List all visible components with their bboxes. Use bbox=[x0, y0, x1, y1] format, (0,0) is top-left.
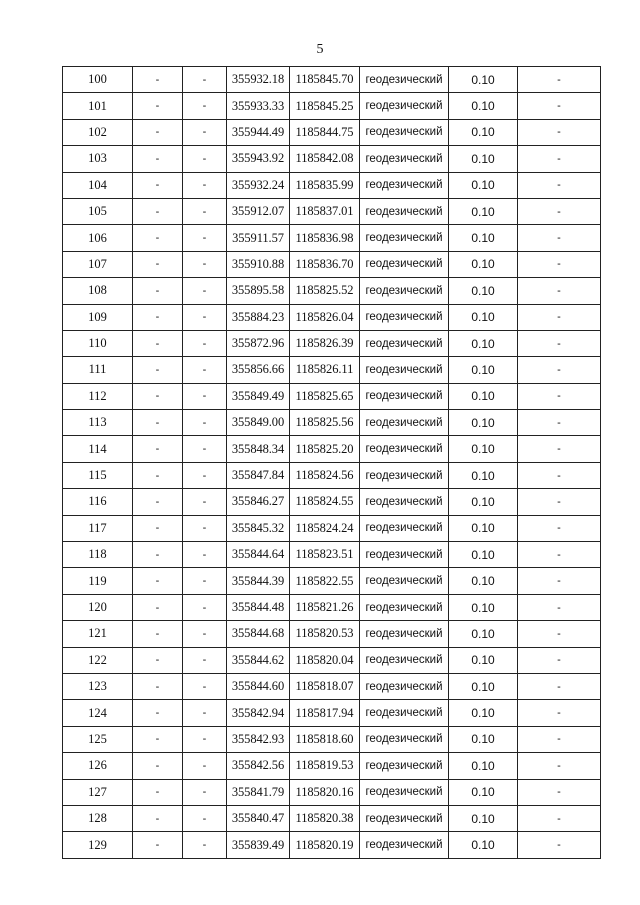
y-coordinate-cell: 1185826.04 bbox=[290, 304, 360, 330]
x-coordinate-cell: 355848.34 bbox=[227, 436, 290, 462]
dash-cell: - bbox=[133, 225, 183, 251]
x-coordinate-cell: 355912.07 bbox=[227, 198, 290, 224]
y-coordinate-cell: 1185820.19 bbox=[290, 832, 360, 858]
y-coordinate-cell: 1185845.25 bbox=[290, 93, 360, 119]
point-number-cell: 100 bbox=[63, 67, 133, 93]
table-row bbox=[63, 726, 601, 752]
dash-cell: - bbox=[518, 93, 601, 119]
point-number-cell: 121 bbox=[63, 621, 133, 647]
dash-cell: - bbox=[518, 753, 601, 779]
x-coordinate-cell: 355872.96 bbox=[227, 330, 290, 356]
dash-cell: - bbox=[133, 726, 183, 752]
dash-cell: - bbox=[183, 436, 227, 462]
method-cell: геодезический bbox=[360, 753, 449, 779]
accuracy-cell: 0.10 bbox=[449, 251, 518, 277]
dash-cell: - bbox=[133, 568, 183, 594]
dash-cell: - bbox=[518, 542, 601, 568]
accuracy-cell: 0.10 bbox=[449, 542, 518, 568]
point-number-cell: 101 bbox=[63, 93, 133, 119]
y-coordinate-cell: 1185826.39 bbox=[290, 330, 360, 356]
dash-cell: - bbox=[518, 172, 601, 198]
table-row bbox=[63, 172, 601, 198]
table-row bbox=[63, 119, 601, 145]
method-cell: геодезический bbox=[360, 515, 449, 541]
accuracy-cell: 0.10 bbox=[449, 304, 518, 330]
dash-cell: - bbox=[518, 278, 601, 304]
y-coordinate-cell: 1185836.70 bbox=[290, 251, 360, 277]
dash-cell: - bbox=[518, 700, 601, 726]
table-row bbox=[63, 304, 601, 330]
dash-cell: - bbox=[518, 436, 601, 462]
accuracy-cell: 0.10 bbox=[449, 198, 518, 224]
method-cell: геодезический bbox=[360, 67, 449, 93]
x-coordinate-cell: 355844.48 bbox=[227, 594, 290, 620]
table-row bbox=[63, 753, 601, 779]
table-row bbox=[63, 594, 601, 620]
dash-cell: - bbox=[133, 753, 183, 779]
point-number-cell: 106 bbox=[63, 225, 133, 251]
y-coordinate-cell: 1185835.99 bbox=[290, 172, 360, 198]
accuracy-cell: 0.10 bbox=[449, 462, 518, 488]
method-cell: геодезический bbox=[360, 119, 449, 145]
dash-cell: - bbox=[183, 278, 227, 304]
dash-cell: - bbox=[183, 357, 227, 383]
point-number-cell: 126 bbox=[63, 753, 133, 779]
dash-cell: - bbox=[518, 146, 601, 172]
x-coordinate-cell: 355847.84 bbox=[227, 462, 290, 488]
y-coordinate-cell: 1185820.16 bbox=[290, 779, 360, 805]
y-coordinate-cell: 1185845.70 bbox=[290, 67, 360, 93]
table-row bbox=[63, 779, 601, 805]
y-coordinate-cell: 1185826.11 bbox=[290, 357, 360, 383]
point-number-cell: 104 bbox=[63, 172, 133, 198]
table-row bbox=[63, 462, 601, 488]
dash-cell: - bbox=[133, 647, 183, 673]
dash-cell: - bbox=[183, 304, 227, 330]
accuracy-cell: 0.10 bbox=[449, 621, 518, 647]
table-row bbox=[63, 673, 601, 699]
point-number-cell: 102 bbox=[63, 119, 133, 145]
dash-cell: - bbox=[133, 673, 183, 699]
method-cell: геодезический bbox=[360, 462, 449, 488]
y-coordinate-cell: 1185818.60 bbox=[290, 726, 360, 752]
table-row bbox=[63, 278, 601, 304]
accuracy-cell: 0.10 bbox=[449, 647, 518, 673]
dash-cell: - bbox=[133, 515, 183, 541]
accuracy-cell: 0.10 bbox=[449, 119, 518, 145]
y-coordinate-cell: 1185820.04 bbox=[290, 647, 360, 673]
table-row bbox=[63, 67, 601, 93]
method-cell: геодезический bbox=[360, 225, 449, 251]
point-number-cell: 109 bbox=[63, 304, 133, 330]
page-number: 5 bbox=[316, 42, 324, 57]
dash-cell: - bbox=[183, 700, 227, 726]
dash-cell: - bbox=[183, 251, 227, 277]
x-coordinate-cell: 355884.23 bbox=[227, 304, 290, 330]
point-number-cell: 128 bbox=[63, 805, 133, 831]
dash-cell: - bbox=[133, 700, 183, 726]
accuracy-cell: 0.10 bbox=[449, 67, 518, 93]
accuracy-cell: 0.10 bbox=[449, 700, 518, 726]
y-coordinate-cell: 1185824.24 bbox=[290, 515, 360, 541]
accuracy-cell: 0.10 bbox=[449, 673, 518, 699]
x-coordinate-cell: 355842.56 bbox=[227, 753, 290, 779]
accuracy-cell: 0.10 bbox=[449, 832, 518, 858]
dash-cell: - bbox=[133, 462, 183, 488]
dash-cell: - bbox=[183, 726, 227, 752]
dash-cell: - bbox=[518, 225, 601, 251]
dash-cell: - bbox=[518, 304, 601, 330]
y-coordinate-cell: 1185836.98 bbox=[290, 225, 360, 251]
y-coordinate-cell: 1185822.55 bbox=[290, 568, 360, 594]
table-row bbox=[63, 700, 601, 726]
dash-cell: - bbox=[518, 119, 601, 145]
method-cell: геодезический bbox=[360, 251, 449, 277]
x-coordinate-cell: 355844.68 bbox=[227, 621, 290, 647]
dash-cell: - bbox=[133, 805, 183, 831]
dash-cell: - bbox=[183, 753, 227, 779]
y-coordinate-cell: 1185820.53 bbox=[290, 621, 360, 647]
x-coordinate-cell: 355849.49 bbox=[227, 383, 290, 409]
x-coordinate-cell: 355842.94 bbox=[227, 700, 290, 726]
method-cell: геодезический bbox=[360, 726, 449, 752]
table-row bbox=[63, 489, 601, 515]
accuracy-cell: 0.10 bbox=[449, 278, 518, 304]
dash-cell: - bbox=[133, 436, 183, 462]
table-row bbox=[63, 357, 601, 383]
y-coordinate-cell: 1185820.38 bbox=[290, 805, 360, 831]
dash-cell: - bbox=[518, 621, 601, 647]
method-cell: геодезический bbox=[360, 832, 449, 858]
table-row bbox=[63, 198, 601, 224]
x-coordinate-cell: 355839.49 bbox=[227, 832, 290, 858]
dash-cell: - bbox=[518, 805, 601, 831]
dash-cell: - bbox=[183, 673, 227, 699]
method-cell: геодезический bbox=[360, 383, 449, 409]
method-cell: геодезический bbox=[360, 330, 449, 356]
dash-cell: - bbox=[183, 568, 227, 594]
dash-cell: - bbox=[518, 489, 601, 515]
dash-cell: - bbox=[133, 67, 183, 93]
dash-cell: - bbox=[183, 621, 227, 647]
y-coordinate-cell: 1185844.75 bbox=[290, 119, 360, 145]
dash-cell: - bbox=[518, 383, 601, 409]
y-coordinate-cell: 1185825.56 bbox=[290, 410, 360, 436]
point-number-cell: 108 bbox=[63, 278, 133, 304]
method-cell: геодезический bbox=[360, 673, 449, 699]
method-cell: геодезический bbox=[360, 304, 449, 330]
method-cell: геодезический bbox=[360, 198, 449, 224]
table-row bbox=[63, 805, 601, 831]
dash-cell: - bbox=[183, 93, 227, 119]
dash-cell: - bbox=[518, 779, 601, 805]
dash-cell: - bbox=[518, 515, 601, 541]
accuracy-cell: 0.10 bbox=[449, 357, 518, 383]
method-cell: геодезический bbox=[360, 489, 449, 515]
point-number-cell: 114 bbox=[63, 436, 133, 462]
y-coordinate-cell: 1185823.51 bbox=[290, 542, 360, 568]
point-number-cell: 118 bbox=[63, 542, 133, 568]
dash-cell: - bbox=[133, 146, 183, 172]
table-row bbox=[63, 225, 601, 251]
dash-cell: - bbox=[183, 832, 227, 858]
dash-cell: - bbox=[518, 410, 601, 436]
dash-cell: - bbox=[518, 673, 601, 699]
dash-cell: - bbox=[133, 383, 183, 409]
x-coordinate-cell: 355844.39 bbox=[227, 568, 290, 594]
dash-cell: - bbox=[133, 172, 183, 198]
accuracy-cell: 0.10 bbox=[449, 436, 518, 462]
table-row bbox=[63, 542, 601, 568]
table-row bbox=[63, 383, 601, 409]
point-number-cell: 122 bbox=[63, 647, 133, 673]
dash-cell: - bbox=[133, 119, 183, 145]
dash-cell: - bbox=[518, 198, 601, 224]
dash-cell: - bbox=[518, 647, 601, 673]
table-row bbox=[63, 515, 601, 541]
point-number-cell: 111 bbox=[63, 357, 133, 383]
accuracy-cell: 0.10 bbox=[449, 753, 518, 779]
dash-cell: - bbox=[518, 330, 601, 356]
x-coordinate-cell: 355849.00 bbox=[227, 410, 290, 436]
dash-cell: - bbox=[518, 357, 601, 383]
y-coordinate-cell: 1185825.52 bbox=[290, 278, 360, 304]
method-cell: геодезический bbox=[360, 436, 449, 462]
dash-cell: - bbox=[183, 647, 227, 673]
y-coordinate-cell: 1185817.94 bbox=[290, 700, 360, 726]
y-coordinate-cell: 1185824.55 bbox=[290, 489, 360, 515]
x-coordinate-cell: 355932.24 bbox=[227, 172, 290, 198]
dash-cell: - bbox=[133, 542, 183, 568]
dash-cell: - bbox=[183, 515, 227, 541]
point-number-cell: 110 bbox=[63, 330, 133, 356]
method-cell: геодезический bbox=[360, 805, 449, 831]
table-row bbox=[63, 832, 601, 858]
y-coordinate-cell: 1185842.08 bbox=[290, 146, 360, 172]
dash-cell: - bbox=[133, 304, 183, 330]
point-number-cell: 105 bbox=[63, 198, 133, 224]
x-coordinate-cell: 355944.49 bbox=[227, 119, 290, 145]
dash-cell: - bbox=[133, 278, 183, 304]
x-coordinate-cell: 355895.58 bbox=[227, 278, 290, 304]
point-number-cell: 119 bbox=[63, 568, 133, 594]
table-row bbox=[63, 251, 601, 277]
table-row bbox=[63, 568, 601, 594]
method-cell: геодезический bbox=[360, 146, 449, 172]
accuracy-cell: 0.10 bbox=[449, 410, 518, 436]
coordinates-table bbox=[62, 66, 601, 859]
table-row bbox=[63, 410, 601, 436]
x-coordinate-cell: 355932.18 bbox=[227, 67, 290, 93]
method-cell: геодезический bbox=[360, 278, 449, 304]
y-coordinate-cell: 1185818.07 bbox=[290, 673, 360, 699]
dash-cell: - bbox=[183, 67, 227, 93]
table-row bbox=[63, 647, 601, 673]
x-coordinate-cell: 355933.33 bbox=[227, 93, 290, 119]
dash-cell: - bbox=[133, 357, 183, 383]
dash-cell: - bbox=[133, 93, 183, 119]
accuracy-cell: 0.10 bbox=[449, 172, 518, 198]
dash-cell: - bbox=[518, 832, 601, 858]
point-number-cell: 113 bbox=[63, 410, 133, 436]
x-coordinate-cell: 355842.93 bbox=[227, 726, 290, 752]
dash-cell: - bbox=[518, 726, 601, 752]
accuracy-cell: 0.10 bbox=[449, 489, 518, 515]
point-number-cell: 129 bbox=[63, 832, 133, 858]
y-coordinate-cell: 1185825.20 bbox=[290, 436, 360, 462]
method-cell: геодезический bbox=[360, 594, 449, 620]
dash-cell: - bbox=[518, 594, 601, 620]
dash-cell: - bbox=[183, 462, 227, 488]
dash-cell: - bbox=[183, 410, 227, 436]
dash-cell: - bbox=[183, 119, 227, 145]
table-body bbox=[63, 67, 601, 859]
y-coordinate-cell: 1185825.65 bbox=[290, 383, 360, 409]
accuracy-cell: 0.10 bbox=[449, 805, 518, 831]
point-number-cell: 107 bbox=[63, 251, 133, 277]
y-coordinate-cell: 1185821.26 bbox=[290, 594, 360, 620]
table-row bbox=[63, 146, 601, 172]
x-coordinate-cell: 355856.66 bbox=[227, 357, 290, 383]
dash-cell: - bbox=[133, 779, 183, 805]
dash-cell: - bbox=[518, 568, 601, 594]
x-coordinate-cell: 355845.32 bbox=[227, 515, 290, 541]
point-number-cell: 123 bbox=[63, 673, 133, 699]
dash-cell: - bbox=[183, 805, 227, 831]
accuracy-cell: 0.10 bbox=[449, 726, 518, 752]
method-cell: геодезический bbox=[360, 172, 449, 198]
dash-cell: - bbox=[183, 198, 227, 224]
accuracy-cell: 0.10 bbox=[449, 515, 518, 541]
method-cell: геодезический bbox=[360, 700, 449, 726]
dash-cell: - bbox=[518, 251, 601, 277]
dash-cell: - bbox=[183, 489, 227, 515]
method-cell: геодезический bbox=[360, 93, 449, 119]
table-row bbox=[63, 621, 601, 647]
method-cell: геодезический bbox=[360, 410, 449, 436]
method-cell: геодезический bbox=[360, 779, 449, 805]
x-coordinate-cell: 355943.92 bbox=[227, 146, 290, 172]
accuracy-cell: 0.10 bbox=[449, 93, 518, 119]
accuracy-cell: 0.10 bbox=[449, 225, 518, 251]
table-row bbox=[63, 436, 601, 462]
dash-cell: - bbox=[518, 67, 601, 93]
x-coordinate-cell: 355841.79 bbox=[227, 779, 290, 805]
y-coordinate-cell: 1185824.56 bbox=[290, 462, 360, 488]
x-coordinate-cell: 355844.60 bbox=[227, 673, 290, 699]
dash-cell: - bbox=[133, 198, 183, 224]
point-number-cell: 116 bbox=[63, 489, 133, 515]
accuracy-cell: 0.10 bbox=[449, 779, 518, 805]
dash-cell: - bbox=[183, 383, 227, 409]
dash-cell: - bbox=[183, 542, 227, 568]
x-coordinate-cell: 355846.27 bbox=[227, 489, 290, 515]
x-coordinate-cell: 355844.62 bbox=[227, 647, 290, 673]
dash-cell: - bbox=[183, 172, 227, 198]
accuracy-cell: 0.10 bbox=[449, 568, 518, 594]
dash-cell: - bbox=[133, 621, 183, 647]
point-number-cell: 115 bbox=[63, 462, 133, 488]
accuracy-cell: 0.10 bbox=[449, 383, 518, 409]
method-cell: геодезический bbox=[360, 568, 449, 594]
table-row bbox=[63, 330, 601, 356]
point-number-cell: 120 bbox=[63, 594, 133, 620]
dash-cell: - bbox=[133, 330, 183, 356]
dash-cell: - bbox=[133, 594, 183, 620]
y-coordinate-cell: 1185819.53 bbox=[290, 753, 360, 779]
x-coordinate-cell: 355911.57 bbox=[227, 225, 290, 251]
accuracy-cell: 0.10 bbox=[449, 146, 518, 172]
method-cell: геодезический bbox=[360, 357, 449, 383]
point-number-cell: 103 bbox=[63, 146, 133, 172]
x-coordinate-cell: 355840.47 bbox=[227, 805, 290, 831]
dash-cell: - bbox=[183, 779, 227, 805]
point-number-cell: 112 bbox=[63, 383, 133, 409]
point-number-cell: 124 bbox=[63, 700, 133, 726]
point-number-cell: 125 bbox=[63, 726, 133, 752]
dash-cell: - bbox=[518, 462, 601, 488]
dash-cell: - bbox=[133, 410, 183, 436]
y-coordinate-cell: 1185837.01 bbox=[290, 198, 360, 224]
x-coordinate-cell: 355910.88 bbox=[227, 251, 290, 277]
dash-cell: - bbox=[133, 251, 183, 277]
method-cell: геодезический bbox=[360, 542, 449, 568]
accuracy-cell: 0.10 bbox=[449, 330, 518, 356]
dash-cell: - bbox=[183, 225, 227, 251]
method-cell: геодезический bbox=[360, 621, 449, 647]
dash-cell: - bbox=[183, 330, 227, 356]
accuracy-cell: 0.10 bbox=[449, 594, 518, 620]
table-row bbox=[63, 93, 601, 119]
dash-cell: - bbox=[183, 594, 227, 620]
dash-cell: - bbox=[133, 489, 183, 515]
dash-cell: - bbox=[133, 832, 183, 858]
dash-cell: - bbox=[183, 146, 227, 172]
point-number-cell: 127 bbox=[63, 779, 133, 805]
method-cell: геодезический bbox=[360, 647, 449, 673]
x-coordinate-cell: 355844.64 bbox=[227, 542, 290, 568]
point-number-cell: 117 bbox=[63, 515, 133, 541]
